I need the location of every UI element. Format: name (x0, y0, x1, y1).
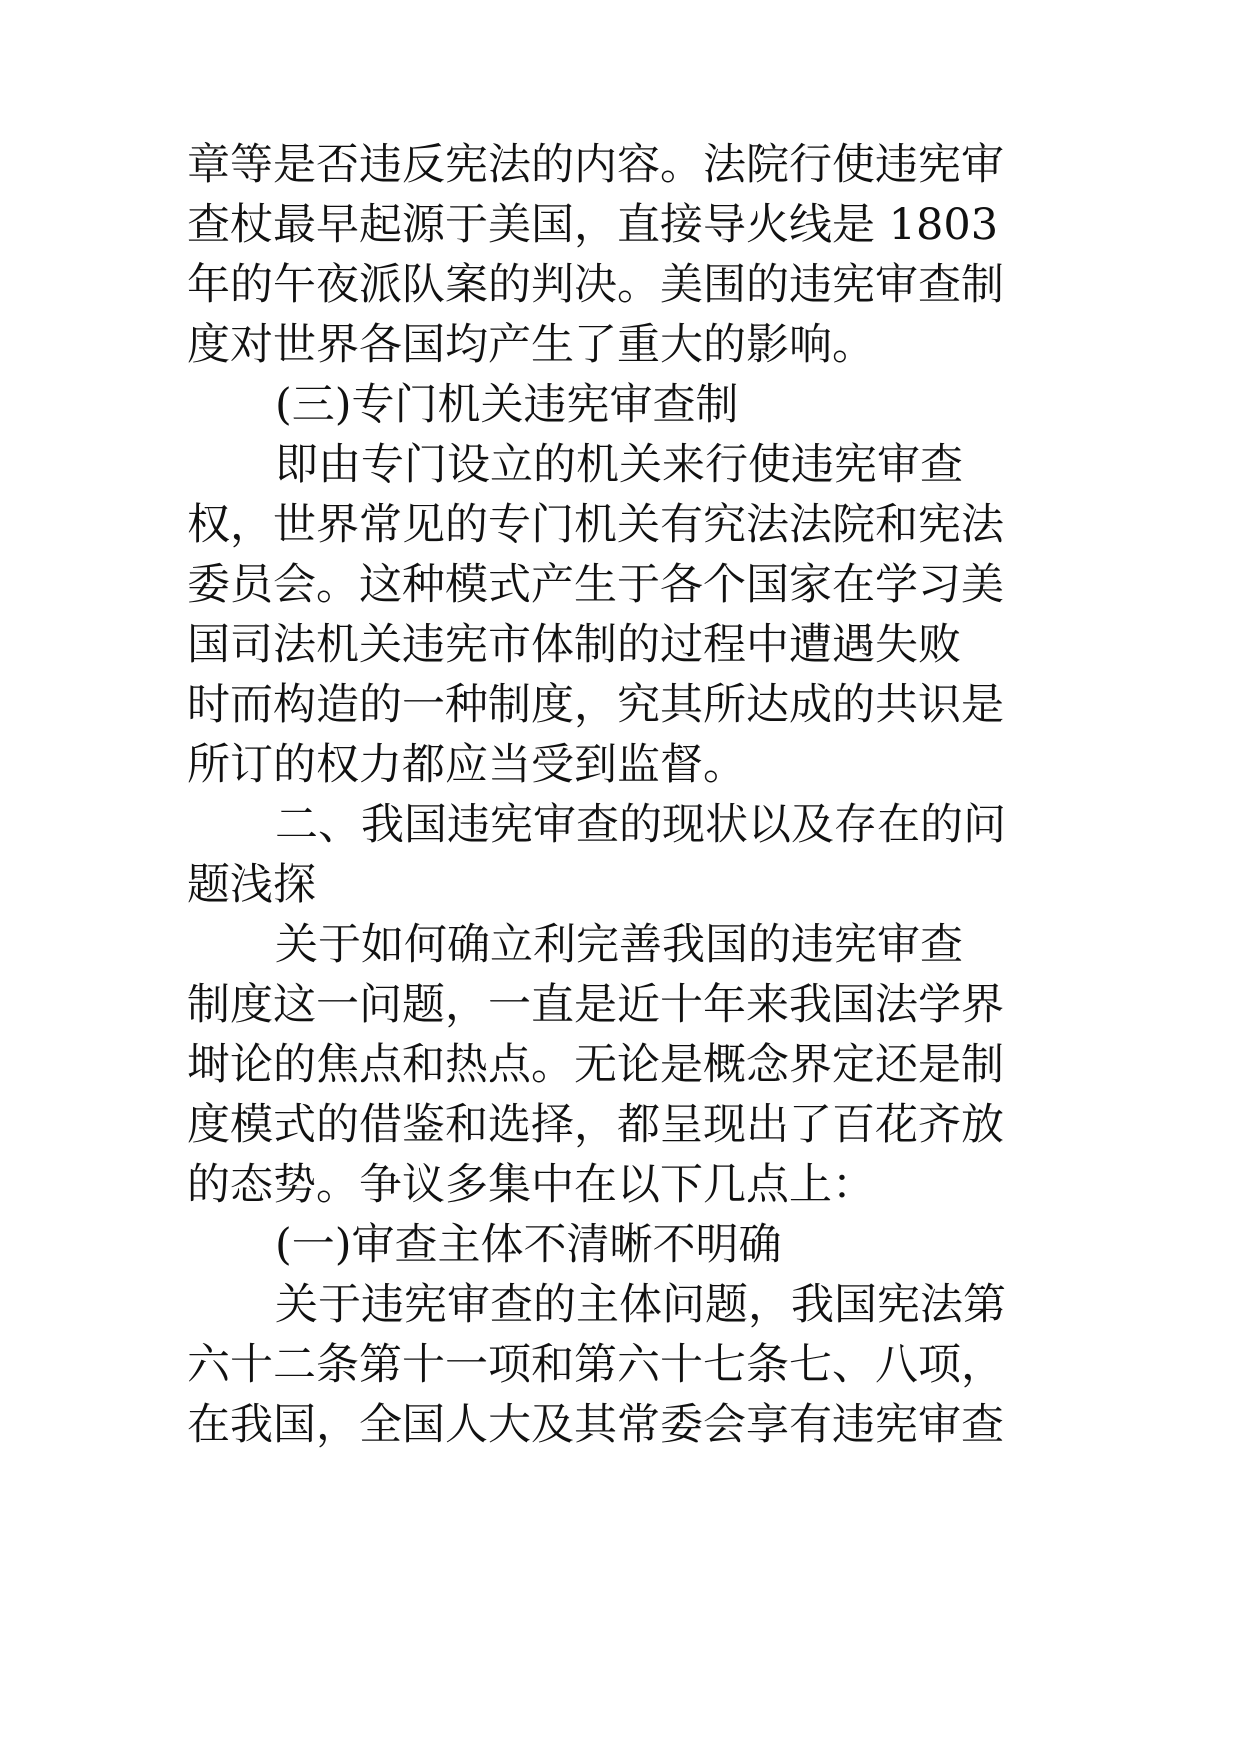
chapter-heading: 二、我国违宪审查的现状以及存在的问 (275, 800, 1006, 850)
text-line: 所订的权力都应当受到监督。 (187, 740, 746, 790)
section-heading: (三)专门机关违宪审查制 (275, 380, 739, 430)
section-heading: (一)审查主体不清晰不明确 (275, 1220, 782, 1270)
text-line: 六十二条第十一项和第六十七条七、八项， (187, 1340, 1004, 1390)
text-line: 在我国，全国人大及其常委会享有违宪审查 (187, 1400, 1004, 1450)
text-line: 制度这一问题，一直是近十年来我国法学界 (187, 980, 1004, 1030)
text-line: 年的午夜派队案的判决。美围的违宪审查制 (187, 260, 1004, 310)
text-line: 时而构造的一种制度，究其所达成的共识是 (187, 680, 1004, 730)
text-line: 的态势。争议多集中在以下几点上： (187, 1160, 875, 1210)
text-line: 国司法机关违宪市体制的过程中遭遇失败 (187, 620, 961, 670)
chapter-heading-continued: 题浅探 (187, 860, 316, 910)
text-line: 章等是否违反宪法的内容。法院行使违宪审 (187, 140, 1004, 190)
text-line: 权，世界常见的专门机关有究法法院和宪法 (187, 500, 1004, 550)
text-line: 埘论的焦点和热点。无论是概念界定还是制 (187, 1040, 1004, 1090)
text-line: 度对世界各国均产生了重大的影响。 (187, 320, 875, 370)
paragraph-start: 即由专门设立的机关来行使违宪审查 (275, 440, 963, 490)
paragraph-start: 关于违宪审查的主体问题，我国宪法第 (275, 1280, 1006, 1330)
text-line: 度模式的借鉴和选择，都呈现出了百花齐放 (187, 1100, 1004, 1150)
paragraph-start: 关于如何确立利完善我国的违宪审查 (275, 920, 963, 970)
text-line: 委员会。这种模式产生于各个国家在学习美 (187, 560, 1004, 610)
text-line: 查杖最早起源于美国，直接导火线是 1803 (187, 200, 999, 250)
